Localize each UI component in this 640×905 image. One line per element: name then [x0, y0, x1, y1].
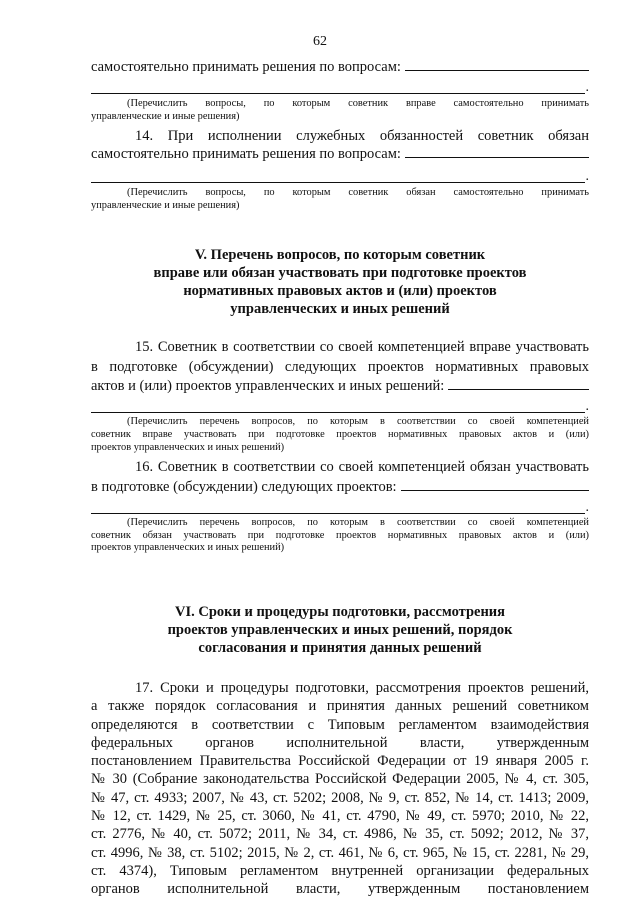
heading-line: проектов управленческих и иных решений, порядок [167, 621, 513, 638]
item14-note [91, 187, 589, 212]
para-line: постановлением Правительства Российской Федерации от 19 января 2005 г. [91, 753, 589, 770]
note-line: управленческие и иные решения) [91, 110, 240, 122]
item15-text: актов и (или) проектов управленческих и иных решений: [91, 378, 445, 395]
heading-line: вправе или обязан участвовать при подготовке проектов [153, 265, 527, 282]
item14-rule: . [91, 167, 589, 183]
para-line: органов исполнительной власти, утвержденным постановлением [91, 881, 589, 898]
para-line: 17. Сроки и процедуры подготовки, рассмотрения проектов решений, [135, 679, 589, 696]
document-body [91, 58, 589, 899]
item15-line1: 15. Советник в соответствии со своей компетенцией вправе участвовать [135, 339, 589, 356]
item16-line1: 16. Советник в соответствии со своей компетенцией обязан участвовать [135, 459, 589, 476]
item14-line1: 14. При исполнении служебных обязанностей советник обязан [135, 128, 589, 145]
item16-line2 [91, 478, 589, 496]
para-line: № 47, ст. 4933; 2007, № 43, ст. 5202; 2008, № 9, ст. 852, № 14, ст. 1413; 2009, [91, 789, 589, 806]
heading-line: управленческих и иных решений [230, 301, 450, 318]
para-line: № 30 (Собрание законодательства Российской Федерации 2005, № 4, ст. 305, [91, 771, 589, 788]
item16-blank [401, 478, 589, 491]
heading-line: согласования и принятия данных решений [198, 639, 482, 656]
note-line: управленческие и иные решения) [91, 199, 240, 211]
item15-note [91, 416, 589, 454]
page-number: 62 [313, 34, 327, 49]
item14-text: самостоятельно принимать решения по вопросам: [91, 146, 401, 163]
item16-rule: . [91, 498, 589, 514]
note-line: советник вправе участвовать при подготовке проектов нормативных правовых актов и (или) [91, 428, 589, 440]
note-line: (Перечислить перечень вопросов, по которым в соответствии со своей компетенцией [127, 517, 589, 529]
item15-blank [448, 377, 589, 390]
item13-rule: . [91, 78, 589, 94]
heading-line: V. Перечень вопросов, по которым советник [194, 247, 486, 264]
note-line: проектов управленческих и иных решений) [91, 542, 285, 554]
item13-text: самостоятельно принимать решения по вопросам: [91, 59, 401, 75]
para-line: № 12, ст. 1429, № 25, ст. 3060, № 41, ст. 4790, № 49, ст. 5970; 2010, № 22, [91, 808, 589, 825]
para-line: ст. 2776, № 40, ст. 5072; 2011, № 34, ст. 4986, № 35, ст. 5092; 2012, № 37, [91, 826, 589, 843]
para-line: а также порядок согласования и принятия данных решений советником [91, 698, 589, 715]
item16-note [91, 517, 589, 555]
para-line: федеральных органов исполнительной власти, утвержденным [91, 734, 589, 751]
para-line: ст. 4374), Типовым регламентом внутренней организации федеральных [91, 862, 589, 879]
item13-note [91, 98, 589, 123]
para-line: ст. 4996, № 38, ст. 5102; 2015, № 2, ст. 461, № 6, ст. 965, № 15, ст. 2281, № 29, [91, 844, 589, 861]
item14-line2 [91, 145, 589, 163]
section5-heading [91, 246, 589, 318]
heading-line: нормативных правовых актов и (или) проектов [183, 283, 497, 300]
section6-heading [91, 603, 589, 657]
item14-blank [405, 145, 589, 158]
note-line: (Перечислить вопросы, по которым советник вправе самостоятельно принимать [127, 98, 589, 109]
item13-blank [405, 58, 589, 71]
note-line: (Перечислить вопросы, по которым советник обязан самостоятельно принимать [127, 187, 589, 199]
item15-line3 [91, 377, 589, 395]
note-line: советник обязан участвовать при подготовке проектов нормативных правовых актов и (или) [91, 529, 589, 541]
note-line: проектов управленческих и иных решений) [91, 441, 285, 453]
item16-text: в подготовке (обсуждении) следующих проектов: [91, 479, 397, 496]
note-line: (Перечислить перечень вопросов, по которым в соответствии со своей компетенцией [127, 416, 589, 428]
item15-rule: . [91, 397, 589, 413]
heading-line: VI. Сроки и процедуры подготовки, рассмотрения [174, 603, 506, 620]
item17-paragraph [91, 679, 589, 899]
item15-line2: в подготовке (обсуждении) следующих проектов нормативных правовых [91, 359, 589, 376]
para-line: определяются в соответствии с Типовым регламентом взаимодействия [91, 716, 589, 733]
item13-line [91, 58, 589, 76]
